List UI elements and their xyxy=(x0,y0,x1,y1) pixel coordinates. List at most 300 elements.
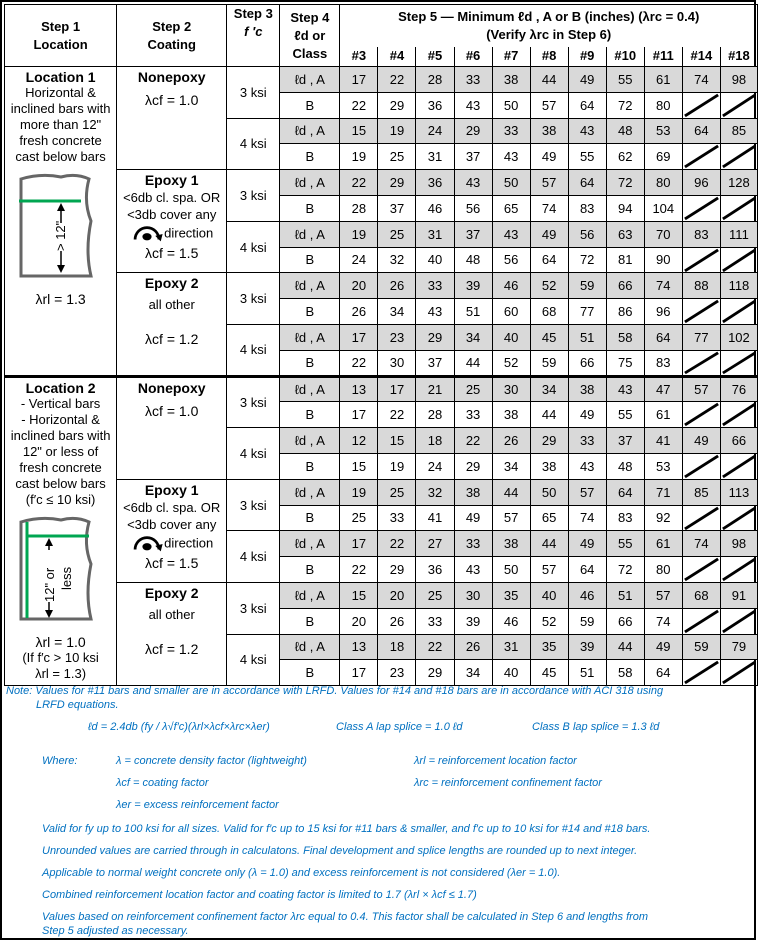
value-cell: 49 xyxy=(568,67,606,93)
value-cell: 29 xyxy=(416,660,454,686)
value-cell: 74 xyxy=(568,505,606,531)
value-cell: 33 xyxy=(454,67,492,93)
value-cell: 39 xyxy=(454,608,492,634)
value-cell: 43 xyxy=(606,376,644,402)
value-cell: 38 xyxy=(530,453,568,479)
na-cell xyxy=(720,92,757,118)
value-cell: 113 xyxy=(720,479,757,505)
value-cell: 34 xyxy=(530,376,568,402)
value-cell: 25 xyxy=(340,505,378,531)
value-cell: 58 xyxy=(606,660,644,686)
value-cell: 80 xyxy=(644,557,682,583)
not-applicable-slash xyxy=(721,454,757,479)
value-cell: 51 xyxy=(568,660,606,686)
value-cell: 19 xyxy=(378,453,416,479)
value-cell: 66 xyxy=(720,428,757,454)
value-cell: 17 xyxy=(340,324,378,350)
fc-cell: 4 ksi xyxy=(227,221,280,273)
value-cell: 64 xyxy=(644,660,682,686)
value-cell: 28 xyxy=(416,67,454,93)
validity-note-5: Values based on reinforcement confinement factor λrc equal to 0.4. This factor shall be calculated in Step 6 and lengths from xyxy=(42,911,649,923)
not-applicable-slash xyxy=(721,557,757,582)
fc-cell: 3 ksi xyxy=(227,170,280,222)
value-cell: 74 xyxy=(682,67,720,93)
validity-note-4: Combined reinforcement location factor and coating factor is limited to 1.7 (λrl × λcf ≤ 1.7) xyxy=(42,889,477,901)
table-row xyxy=(5,67,758,93)
class-cell: ℓd , A xyxy=(280,582,340,608)
not-applicable-slash xyxy=(683,609,720,634)
bar-size-no11: #11 xyxy=(644,47,682,67)
value-cell: 80 xyxy=(644,92,682,118)
value-cell: 38 xyxy=(454,479,492,505)
step2-header: Step 2 Coating xyxy=(117,5,227,67)
value-cell: 31 xyxy=(492,634,530,660)
value-cell: 104 xyxy=(644,195,682,221)
value-cell: 44 xyxy=(530,402,568,428)
value-cell: 72 xyxy=(606,170,644,196)
value-cell: 98 xyxy=(720,67,757,93)
class-cell: ℓd , A xyxy=(280,634,340,660)
class-a-splice: Class A lap splice = 1.0 ℓd xyxy=(336,721,463,733)
value-cell: 90 xyxy=(644,247,682,273)
value-cell: 98 xyxy=(720,531,757,557)
value-cell: 23 xyxy=(378,660,416,686)
bar-size-no5: #5 xyxy=(416,47,454,67)
na-cell xyxy=(720,402,757,428)
value-cell: 48 xyxy=(454,247,492,273)
bar-size-no18: #18 xyxy=(720,47,757,67)
fc-cell: 4 ksi xyxy=(227,531,280,583)
validity-note-1: Valid for fy up to 100 ksi for all sizes. Valid for f′c up to 15 ksi for #11 bars & smaller, and f′c up to 10 ksi for #14 and #18 bars. xyxy=(42,823,651,835)
value-cell: 40 xyxy=(530,582,568,608)
value-cell: 57 xyxy=(644,582,682,608)
na-cell xyxy=(682,505,720,531)
value-cell: 49 xyxy=(530,144,568,170)
value-cell: 85 xyxy=(720,118,757,144)
coating-title: Epoxy 1 xyxy=(144,172,199,189)
value-cell: 17 xyxy=(340,660,378,686)
value-cell: 22 xyxy=(378,67,416,93)
value-cell: 26 xyxy=(378,608,416,634)
value-cell: 34 xyxy=(454,324,492,350)
na-cell xyxy=(720,144,757,170)
svg-text:12" or: 12" or xyxy=(42,567,57,602)
value-cell: 40 xyxy=(416,247,454,273)
value-cell: 31 xyxy=(416,221,454,247)
class-cell: B xyxy=(280,402,340,428)
value-cell: 38 xyxy=(492,531,530,557)
value-cell: 56 xyxy=(454,195,492,221)
not-applicable-slash xyxy=(683,196,720,221)
value-cell: 33 xyxy=(416,608,454,634)
not-applicable-slash xyxy=(721,609,757,634)
value-cell: 32 xyxy=(416,479,454,505)
value-cell: 22 xyxy=(416,634,454,660)
value-cell: 57 xyxy=(568,479,606,505)
value-cell: 29 xyxy=(378,92,416,118)
value-cell: 38 xyxy=(530,118,568,144)
coating-2-cell: Epoxy 1 <6db cl. spa. OR <3db cover any direction λcf = 1.5 xyxy=(117,479,227,582)
lambda-cf-def: λcf = coating factor xyxy=(116,777,209,789)
not-applicable-slash xyxy=(683,454,720,479)
value-cell: 41 xyxy=(416,505,454,531)
value-cell: 36 xyxy=(416,170,454,196)
value-cell: 24 xyxy=(340,247,378,273)
value-cell: 35 xyxy=(530,634,568,660)
value-cell: 59 xyxy=(682,634,720,660)
location2-figure xyxy=(11,514,101,624)
note-line-1: Note: Values for #11 bars and smaller are in accordance with LRFD. Values for #14 and #18 bars are in accordance with ACI 318 using xyxy=(6,685,664,697)
value-cell: 38 xyxy=(492,67,530,93)
value-cell: 60 xyxy=(492,299,530,325)
value-cell: 24 xyxy=(416,118,454,144)
value-cell: 96 xyxy=(682,170,720,196)
value-cell: 30 xyxy=(378,350,416,376)
value-cell: 52 xyxy=(530,273,568,299)
value-cell: 13 xyxy=(340,376,378,402)
lambda-er-def: λer = excess reinforcement factor xyxy=(116,799,279,811)
class-cell: B xyxy=(280,247,340,273)
value-cell: 29 xyxy=(530,428,568,454)
coating-1-cell: Nonepoxy λcf = 1.0 xyxy=(117,376,227,479)
location-desc: more than 12" xyxy=(19,117,102,132)
na-cell xyxy=(682,92,720,118)
value-cell: 33 xyxy=(416,273,454,299)
note-line-1b: LRFD equations. xyxy=(36,699,119,711)
bar-size-no4: #4 xyxy=(378,47,416,67)
value-cell: 57 xyxy=(492,505,530,531)
value-cell: 55 xyxy=(568,144,606,170)
value-cell: 86 xyxy=(606,299,644,325)
table-row xyxy=(5,273,758,299)
value-cell: 17 xyxy=(340,402,378,428)
location-desc: 12" or less of xyxy=(22,443,99,459)
value-cell: 28 xyxy=(416,402,454,428)
value-cell: 49 xyxy=(682,428,720,454)
value-cell: 12 xyxy=(340,428,378,454)
value-cell: 47 xyxy=(644,376,682,402)
value-cell: 58 xyxy=(606,324,644,350)
value-cell: 57 xyxy=(530,92,568,118)
value-cell: 61 xyxy=(644,531,682,557)
value-cell: 55 xyxy=(606,67,644,93)
value-cell: 33 xyxy=(492,118,530,144)
value-cell: 94 xyxy=(606,195,644,221)
class-cell: B xyxy=(280,505,340,531)
class-cell: B xyxy=(280,608,340,634)
step3-header: Step 3 f ′c xyxy=(227,5,280,67)
lambda-rl-value: λrl = 1.3 xyxy=(35,291,86,307)
value-cell: 72 xyxy=(568,247,606,273)
value-cell: 30 xyxy=(454,582,492,608)
value-cell: 26 xyxy=(492,428,530,454)
not-applicable-slash xyxy=(683,248,720,273)
value-cell: 36 xyxy=(416,92,454,118)
na-cell xyxy=(682,144,720,170)
lambda-rl-note: λrl = 1.3) xyxy=(35,665,87,681)
value-cell: 17 xyxy=(340,67,378,93)
value-cell: 83 xyxy=(568,195,606,221)
value-cell: 37 xyxy=(416,350,454,376)
not-applicable-slash xyxy=(683,557,720,582)
value-cell: 35 xyxy=(492,582,530,608)
fc-cell: 3 ksi xyxy=(227,479,280,531)
not-applicable-slash xyxy=(721,196,757,221)
na-cell xyxy=(720,195,757,221)
value-cell: 64 xyxy=(682,118,720,144)
value-cell: 79 xyxy=(720,634,757,660)
value-cell: 22 xyxy=(340,170,378,196)
table-row xyxy=(5,170,758,196)
value-cell: 26 xyxy=(340,299,378,325)
value-cell: 44 xyxy=(492,479,530,505)
value-cell: 22 xyxy=(378,531,416,557)
value-cell: 25 xyxy=(454,376,492,402)
location-desc: inclined bars with xyxy=(10,427,111,443)
fc-cell: 4 ksi xyxy=(227,324,280,376)
value-cell: 64 xyxy=(644,324,682,350)
not-applicable-slash xyxy=(683,660,720,685)
value-cell: 40 xyxy=(492,660,530,686)
value-cell: 26 xyxy=(378,273,416,299)
class-cell: ℓd , A xyxy=(280,479,340,505)
development-length-table xyxy=(4,4,758,686)
value-cell: 49 xyxy=(568,531,606,557)
value-cell: 44 xyxy=(530,531,568,557)
value-cell: 118 xyxy=(720,273,757,299)
value-cell: 52 xyxy=(530,608,568,634)
bar-size-no7: #7 xyxy=(492,47,530,67)
value-cell: 22 xyxy=(454,428,492,454)
location-desc: (f′c ≤ 10 ksi) xyxy=(25,491,96,507)
value-cell: 83 xyxy=(606,505,644,531)
value-cell: 65 xyxy=(530,505,568,531)
location-desc: cast below bars xyxy=(15,149,106,164)
bar-size-no6: #6 xyxy=(454,47,492,67)
na-cell xyxy=(682,299,720,325)
location-1-cell xyxy=(5,67,117,377)
value-cell: 25 xyxy=(378,479,416,505)
location-title: Location 1 xyxy=(25,69,96,85)
value-cell: 15 xyxy=(340,453,378,479)
value-cell: 38 xyxy=(568,376,606,402)
value-cell: 71 xyxy=(644,479,682,505)
na-cell xyxy=(720,453,757,479)
step1-header: Step 1 Location xyxy=(5,5,117,67)
value-cell: 53 xyxy=(644,453,682,479)
value-cell: 56 xyxy=(492,247,530,273)
not-applicable-slash xyxy=(683,402,720,427)
value-cell: 55 xyxy=(606,531,644,557)
class-cell: B xyxy=(280,453,340,479)
not-applicable-slash xyxy=(721,402,757,427)
location-desc: fresh concrete xyxy=(19,133,102,148)
value-cell: 33 xyxy=(568,428,606,454)
value-cell: 66 xyxy=(606,608,644,634)
value-cell: 21 xyxy=(416,376,454,402)
location-2-cell xyxy=(5,376,117,686)
value-cell: 38 xyxy=(492,402,530,428)
value-cell: 19 xyxy=(378,118,416,144)
na-cell xyxy=(682,195,720,221)
value-cell: 43 xyxy=(416,299,454,325)
step4-header: Step 4 ℓd or Class xyxy=(280,5,340,67)
value-cell: 44 xyxy=(454,350,492,376)
fc-cell: 3 ksi xyxy=(227,273,280,325)
value-cell: 28 xyxy=(340,195,378,221)
value-cell: 64 xyxy=(530,247,568,273)
value-cell: 57 xyxy=(530,170,568,196)
not-applicable-slash xyxy=(721,351,757,375)
value-cell: 45 xyxy=(530,324,568,350)
location-desc: - Vertical bars xyxy=(20,395,101,411)
na-cell xyxy=(682,247,720,273)
value-cell: 20 xyxy=(340,608,378,634)
not-applicable-slash xyxy=(683,351,720,375)
bar-size-no10: #10 xyxy=(606,47,644,67)
not-applicable-slash xyxy=(683,93,720,118)
na-cell xyxy=(682,660,720,686)
na-cell xyxy=(682,557,720,583)
value-cell: 83 xyxy=(682,221,720,247)
value-cell: 74 xyxy=(530,195,568,221)
value-cell: 15 xyxy=(378,428,416,454)
value-cell: 33 xyxy=(454,402,492,428)
value-cell: 49 xyxy=(454,505,492,531)
value-cell: 80 xyxy=(644,170,682,196)
fc-cell: 3 ksi xyxy=(227,67,280,119)
value-cell: 43 xyxy=(454,92,492,118)
na-cell xyxy=(720,660,757,686)
value-cell: 27 xyxy=(416,531,454,557)
coating-title: Nonepoxy xyxy=(137,69,206,85)
location-desc: - Horizontal & xyxy=(21,411,100,427)
value-cell: 24 xyxy=(416,453,454,479)
class-cell: ℓd , A xyxy=(280,118,340,144)
value-cell: 45 xyxy=(530,660,568,686)
na-cell xyxy=(720,557,757,583)
value-cell: 128 xyxy=(720,170,757,196)
value-cell: 29 xyxy=(454,453,492,479)
value-cell: 75 xyxy=(606,350,644,376)
coating-title: Nonepoxy xyxy=(137,379,206,396)
value-cell: 83 xyxy=(644,350,682,376)
value-cell: 63 xyxy=(606,221,644,247)
na-cell xyxy=(682,350,720,376)
value-cell: 26 xyxy=(454,634,492,660)
value-cell: 61 xyxy=(644,67,682,93)
value-cell: 70 xyxy=(644,221,682,247)
bar-direction-icon xyxy=(130,533,164,555)
coating-1-cell: Nonepoxy λcf = 1.0 xyxy=(117,67,227,170)
value-cell: 46 xyxy=(492,608,530,634)
value-cell: 52 xyxy=(492,350,530,376)
value-cell: 64 xyxy=(568,170,606,196)
bar-size-no14: #14 xyxy=(682,47,720,67)
class-cell: ℓd , A xyxy=(280,67,340,93)
value-cell: 64 xyxy=(606,479,644,505)
not-applicable-slash xyxy=(721,248,757,273)
class-cell: ℓd , A xyxy=(280,376,340,402)
value-cell: 64 xyxy=(568,557,606,583)
value-cell: 66 xyxy=(568,350,606,376)
coating-title: Epoxy 2 xyxy=(144,275,199,292)
value-cell: 20 xyxy=(340,273,378,299)
value-cell: 43 xyxy=(568,118,606,144)
value-cell: 18 xyxy=(416,428,454,454)
value-cell: 72 xyxy=(606,92,644,118)
where-label: Where: xyxy=(42,755,78,767)
value-cell: 29 xyxy=(416,324,454,350)
value-cell: 19 xyxy=(340,221,378,247)
value-cell: 48 xyxy=(606,118,644,144)
value-cell: 25 xyxy=(378,221,416,247)
location-title: Location 2 xyxy=(25,379,96,396)
lambda-rl-def: λrl = reinforcement location factor xyxy=(414,755,577,767)
value-cell: 43 xyxy=(454,557,492,583)
value-cell: 96 xyxy=(644,299,682,325)
lambda-def: λ = concrete density factor (lightweight) xyxy=(116,755,307,767)
value-cell: 68 xyxy=(682,582,720,608)
bar-size-no3: #3 xyxy=(340,47,378,67)
value-cell: 30 xyxy=(492,376,530,402)
value-cell: 59 xyxy=(568,273,606,299)
validity-note-2: Unrounded values are carried through in calculatons. Final development and splice lengths are rounded up to next integer. xyxy=(42,845,638,857)
value-cell: 22 xyxy=(340,92,378,118)
value-cell: 66 xyxy=(606,273,644,299)
value-cell: 51 xyxy=(454,299,492,325)
class-cell: B xyxy=(280,557,340,583)
value-cell: 32 xyxy=(378,247,416,273)
value-cell: 81 xyxy=(606,247,644,273)
bar-size-no8: #8 xyxy=(530,47,568,67)
value-cell: 59 xyxy=(530,350,568,376)
fc-cell: 4 ksi xyxy=(227,634,280,686)
value-cell: 92 xyxy=(644,505,682,531)
value-cell: 29 xyxy=(378,557,416,583)
class-cell: ℓd , A xyxy=(280,273,340,299)
table-row xyxy=(5,376,758,402)
lambda-rc-def: λrc = reinforcement confinement factor xyxy=(414,777,602,789)
value-cell: 15 xyxy=(340,582,378,608)
value-cell: 29 xyxy=(454,118,492,144)
value-cell: 59 xyxy=(568,608,606,634)
location-desc: inclined bars with xyxy=(10,101,111,116)
coating-title: Epoxy 2 xyxy=(144,584,199,601)
value-cell: 43 xyxy=(492,221,530,247)
value-cell: 17 xyxy=(378,376,416,402)
not-applicable-slash xyxy=(721,506,757,531)
value-cell: 69 xyxy=(644,144,682,170)
value-cell: 36 xyxy=(416,557,454,583)
na-cell xyxy=(682,453,720,479)
value-cell: 72 xyxy=(606,557,644,583)
table-row xyxy=(5,582,758,608)
validity-note-5b: Step 5 adjusted as necessary. xyxy=(42,925,189,937)
value-cell: 22 xyxy=(340,557,378,583)
value-cell: 61 xyxy=(644,402,682,428)
not-applicable-slash xyxy=(721,93,757,118)
value-cell: 50 xyxy=(530,479,568,505)
value-cell: 65 xyxy=(492,195,530,221)
not-applicable-slash xyxy=(721,660,757,685)
table-row xyxy=(5,479,758,505)
value-cell: 13 xyxy=(340,634,378,660)
value-cell: 17 xyxy=(340,531,378,557)
class-cell: B xyxy=(280,195,340,221)
class-cell: B xyxy=(280,92,340,118)
value-cell: 25 xyxy=(416,582,454,608)
